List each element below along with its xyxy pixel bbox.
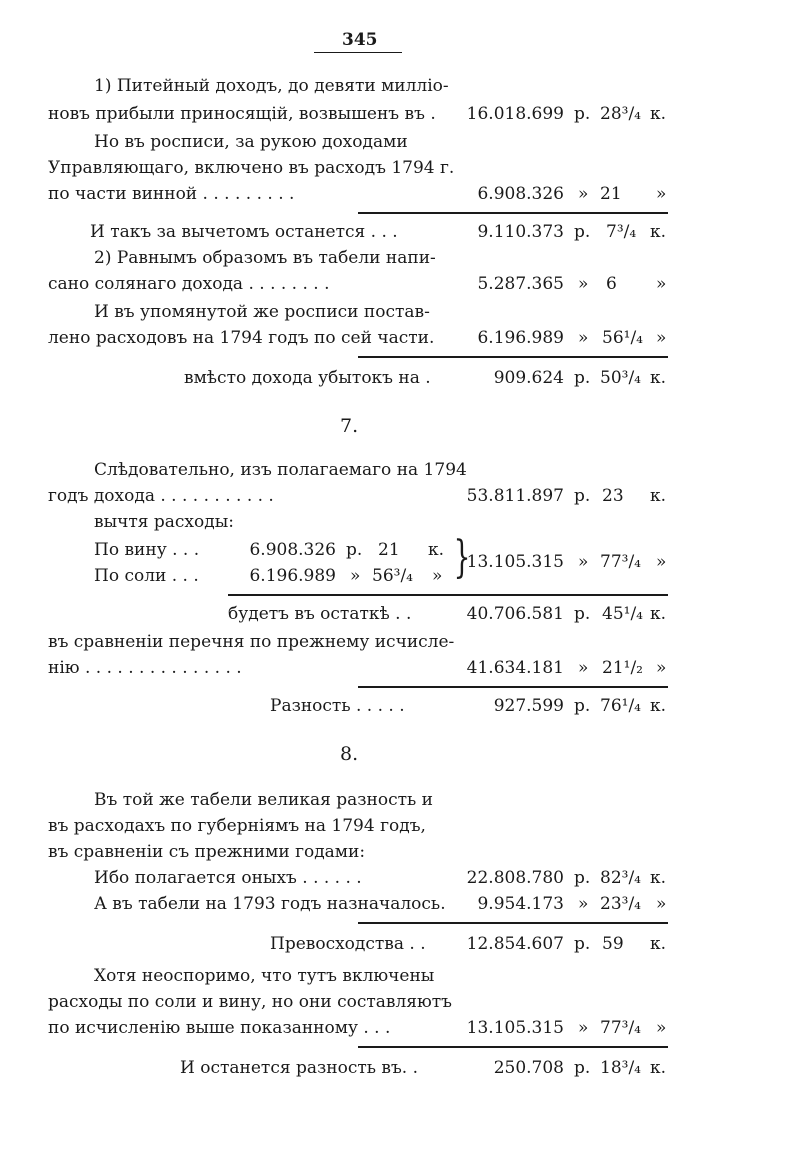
unit-r: р. [574,696,591,716]
unit-r: » [578,552,589,572]
sub-amount-rub: 6.196.989 [249,566,336,586]
section-heading: 7. [340,415,359,437]
unit-k: » [656,328,667,348]
unit-r: р. [574,868,591,888]
text-line: годъ дохода . . . . . . . . . . . [48,486,274,506]
sub-amount-rub: 6.908.326 [249,540,336,560]
unit-r: » [578,894,589,914]
amount-kop: 6 [606,274,617,294]
amount-rub: 16.018.699 [466,104,564,124]
sub-amount-kop: 21 [378,540,400,560]
text-line: Ибо полагается оныхъ . . . . . . [94,868,362,888]
brace-symbol: } [453,532,471,583]
amount-kop: 45¹/₄ [602,604,643,624]
text-line: въ сравненіи съ прежними годами: [48,842,366,862]
text-line: Превосходства . . [270,934,426,954]
unit-r: » [578,328,589,348]
amount-kop: 23³/₄ [600,894,641,914]
text-line: вмѣсто дохода убытокъ на . [184,368,431,388]
unit-k: к. [428,540,445,560]
unit-k: » [656,894,667,914]
text-line: нію . . . . . . . . . . . . . . . [48,658,242,678]
text-line: И останется разность въ. . [180,1058,419,1078]
sum-rule [358,686,668,688]
text-line: И такъ за вычетомъ останется . . . [90,222,398,242]
text-line: Въ той же табели великая разность и [94,790,433,810]
unit-k: к. [650,104,667,124]
unit-r: » [350,566,361,586]
unit-k: » [432,566,443,586]
unit-r: р. [574,104,591,124]
text-line: И въ упомянутой же росписи постав- [94,302,430,322]
sub-label: По соли . . . [94,566,199,586]
text-line: Управляющаго, включено въ расходъ 1794 г. [48,158,455,178]
unit-r: » [578,184,589,204]
sub-label: По вину . . . [94,540,200,560]
unit-k: » [656,1018,667,1038]
amount-kop: 77³/₄ [600,552,641,572]
unit-k: к. [650,868,667,888]
amount-rub: 13.105.315 [466,1018,564,1038]
text-line: вычтя расходы: [94,512,234,532]
amount-kop: 23 [602,486,624,506]
text-line: по части винной . . . . . . . . . [48,184,295,204]
text-line: въ сравненіи перечня по прежнему исчисле- [48,632,455,652]
unit-k: к. [650,1058,667,1078]
amount-kop: 18³/₄ [600,1058,641,1078]
amount-kop: 50³/₄ [600,368,641,388]
unit-r: » [578,658,589,678]
unit-k: к. [650,934,667,954]
text-line: Хотя неоспоримо, что тутъ включены [94,966,435,986]
text-line: въ расходахъ по губерніямъ на 1794 годъ, [48,816,426,836]
amount-rub: 12.854.607 [466,934,564,954]
text-line: будетъ въ остаткѣ . . [228,604,412,624]
unit-r: » [578,274,589,294]
sum-rule [358,212,668,214]
unit-k: к. [650,486,667,506]
unit-k: » [656,658,667,678]
unit-k: » [656,184,667,204]
amount-rub: 909.624 [493,368,564,388]
unit-k: » [656,552,667,572]
section-heading: 8. [340,743,359,765]
amount-rub: 250.708 [493,1058,564,1078]
unit-r: р. [574,934,591,954]
sum-rule [358,1046,668,1048]
amount-rub: 41.634.181 [466,658,564,678]
unit-k: к. [650,604,667,624]
amount-rub: 22.808.780 [466,868,564,888]
amount-rub: 927.599 [493,696,564,716]
text-line: расходы по соли и вину, но они составляютъ [48,992,452,1012]
text-line: по исчисленію выше показанному . . . [48,1018,391,1038]
sum-rule [228,594,668,596]
amount-kop: 21¹/₂ [602,658,643,678]
amount-kop: 56¹/₄ [602,328,643,348]
amount-kop: 82³/₄ [600,868,641,888]
amount-kop: 28³/₄ [600,104,641,124]
amount-kop: 21 [600,184,622,204]
amount-rub: 6.196.989 [477,328,564,348]
text-line: лено расходовъ на 1794 годъ по сей части. [48,328,435,348]
text-line: Но въ росписи, за рукою доходами [94,132,408,152]
unit-k: к. [650,368,667,388]
page-number: 345 [342,30,378,50]
unit-r: » [578,1018,589,1038]
text-line: новъ прибыли приносящій, возвышенъ въ . [48,104,436,124]
text-line: А въ табели на 1793 годъ назначалось. [94,894,446,914]
amount-rub: 5.287.365 [477,274,564,294]
unit-r: р. [574,486,591,506]
unit-r: р. [574,368,591,388]
text-line: Разность . . . . . [270,696,405,716]
amount-rub: 40.706.581 [466,604,564,624]
amount-rub: 9.954.173 [477,894,564,914]
text-line: Слѣдовательно, изъ полагаемаго на 1794 [94,460,467,480]
amount-kop: 59 [602,934,624,954]
amount-rub: 6.908.326 [477,184,564,204]
amount-kop: 7³/₄ [606,222,637,242]
sum-rule [358,356,668,358]
unit-k: к. [650,222,667,242]
unit-r: р. [574,222,591,242]
text-line: сано солянаго дохода . . . . . . . . [48,274,330,294]
text-line: 1) Питейный доходъ, до девяти милліо- [94,76,449,96]
amount-rub: 13.105.315 [466,552,564,572]
amount-kop: 76¹/₄ [600,696,641,716]
unit-k: » [656,274,667,294]
unit-k: к. [650,696,667,716]
amount-kop: 77³/₄ [600,1018,641,1038]
amount-rub: 53.811.897 [466,486,564,506]
unit-r: р. [346,540,363,560]
sum-rule [358,922,668,924]
sub-amount-kop: 56³/₄ [372,566,413,586]
unit-r: р. [574,1058,591,1078]
text-line: 2) Равнымъ образомъ въ табели напи- [94,248,436,268]
page-number-rule [314,52,402,53]
unit-r: р. [574,604,591,624]
amount-rub: 9.110.373 [477,222,564,242]
